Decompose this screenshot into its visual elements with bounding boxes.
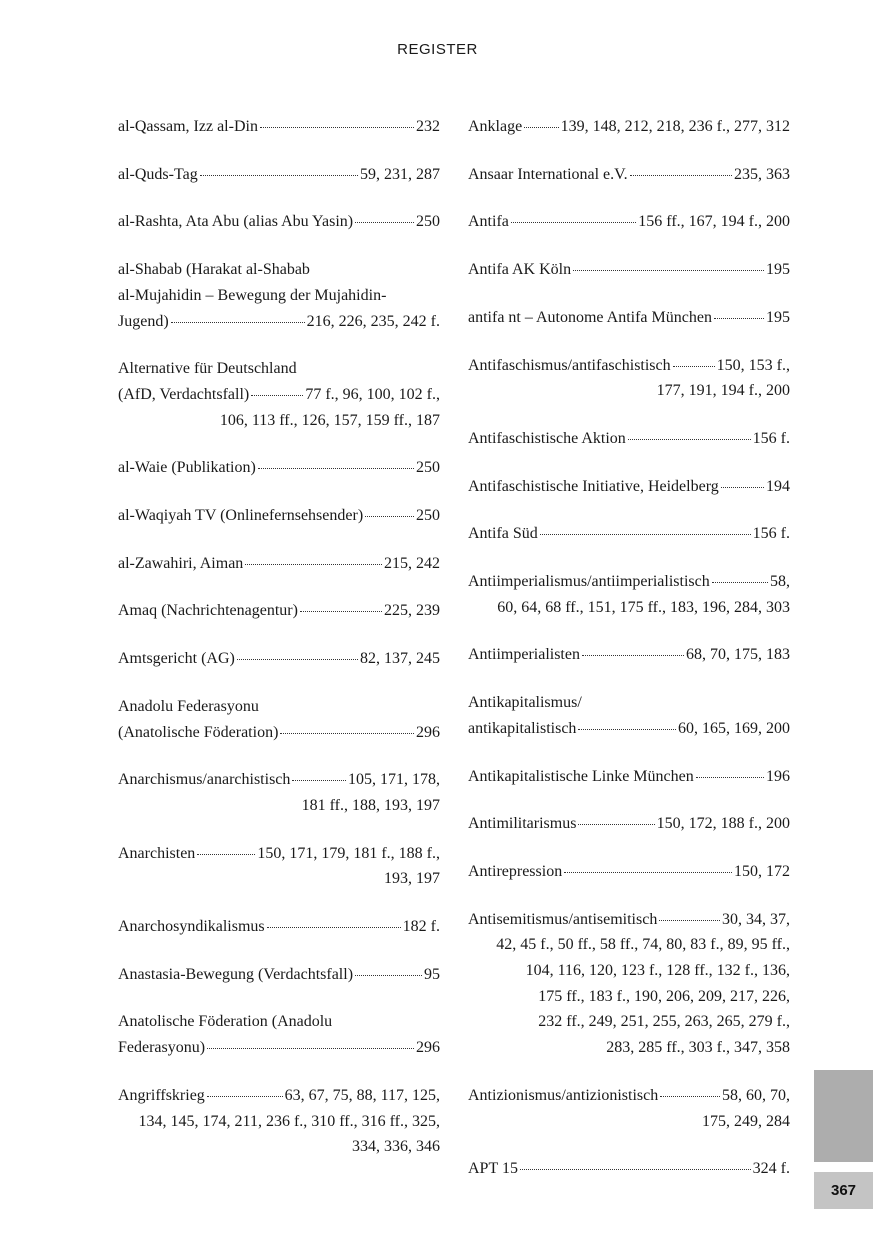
dot-leader [260, 127, 414, 128]
index-entry-term: Anarchisten [118, 844, 196, 862]
dot-leader [573, 270, 764, 271]
index-entry-pages-continued: 60, 64, 68 ff., 151, 175 ff., 183, 196, 284, 303 [497, 598, 790, 616]
index-entry [468, 474, 790, 500]
dot-leader [564, 872, 732, 873]
index-entry-term-line: al-Mujahidin – Bewegung der Mujahidin- [118, 286, 387, 304]
index-entry-pages-continued: 175 ff., 183 f., 190, 206, 209, 217, 226, [538, 987, 790, 1005]
index-entry-term-line: al-Shabab (Harakat al-Shabab [118, 261, 310, 279]
index-entry [118, 646, 440, 672]
running-header: REGISTER [397, 41, 478, 58]
index-entry-term: Antifa AK Köln [468, 261, 572, 279]
dot-leader [582, 655, 684, 656]
index-entry-term: (Anatolische Föderation) [118, 723, 279, 741]
index-entry-pages: 150, 172, 188 f., 200 [656, 815, 790, 833]
index-entry-line [468, 209, 790, 235]
index-entry-pages: 82, 137, 245 [360, 650, 440, 668]
index-entry-term: (AfD, Verdachtsfall) [118, 385, 250, 403]
dot-leader [628, 439, 751, 440]
index-entry [118, 356, 440, 433]
index-entry-term: Antiimperialisten [468, 646, 580, 664]
dot-leader [237, 659, 358, 660]
dot-leader [578, 824, 654, 825]
index-entry-pages: 139, 148, 212, 218, 236 f., 277, 312 [560, 118, 790, 135]
index-entry-pages: 195 [766, 308, 790, 326]
index-entry-line [468, 1156, 790, 1182]
index-entry-pages: 58, [770, 573, 790, 591]
index-entry-pages: 156 f. [752, 429, 790, 447]
index-entry-term: Ansaar International e.V. [468, 165, 628, 183]
index-entry-term: Antikapitalistische Linke München [468, 767, 694, 785]
dot-leader [171, 322, 305, 323]
index-entry-pages: 58, 60, 70, [722, 1086, 790, 1104]
index-entry-term: Anarchosyndikalismus [118, 918, 265, 936]
index-entry [118, 1009, 440, 1060]
index-entry [118, 962, 440, 988]
index-entry [118, 841, 440, 892]
index-entry-pages: 77 f., 96, 100, 102 f., [305, 385, 440, 403]
dot-leader [292, 780, 346, 781]
index-entry [468, 209, 790, 235]
index-entry-line [118, 767, 440, 793]
index-entry-term-line: Anatolische Föderation (Anadolu [118, 1013, 333, 1031]
index-entry [118, 551, 440, 577]
index-entry-pages: 156 ff., 167, 194 f., 200 [638, 213, 790, 231]
dot-leader [660, 1096, 720, 1097]
dot-leader [365, 516, 414, 517]
index-column-right [468, 114, 790, 1182]
dot-leader [197, 854, 255, 855]
index-entry-term: al-Waie (Publikation) [118, 459, 256, 477]
index-entry-term: Antifaschistische Aktion [468, 429, 626, 447]
dot-leader [207, 1096, 283, 1097]
index-entry-term: al-Rashta, Ata Abu (alias Abu Yasin) [118, 213, 354, 231]
index-entry [468, 1156, 790, 1182]
index-entry-line [468, 474, 790, 500]
index-entry [468, 114, 790, 140]
index-entry-term: Anarchismus/anarchistisch [118, 771, 291, 789]
index-entry-term: Anastasia-Bewegung (Verdachtsfall) [118, 965, 354, 983]
index-entry-line [468, 426, 790, 452]
index-entry-pages: 195 [766, 261, 790, 279]
index-entry [468, 764, 790, 790]
index-entry-pages: 235, 363 [734, 165, 790, 183]
index-entry-line [118, 914, 440, 940]
index-entry-line [118, 309, 440, 335]
index-entry-term-line: Antikapitalismus/ [468, 694, 582, 712]
index-entry [118, 257, 440, 334]
dot-leader [207, 1048, 414, 1049]
index-entry-line [468, 764, 790, 790]
dot-leader [712, 582, 768, 583]
index-entry-term: antikapitalistisch [468, 719, 577, 737]
dot-leader [258, 468, 414, 469]
index-entry [118, 598, 440, 624]
index-entry-term: Antifa Süd [468, 525, 538, 543]
index-entry-term-line: Anadolu Federasyonu [118, 697, 259, 715]
index-entry-pages: 324 f. [752, 1160, 790, 1178]
index-entry [468, 353, 790, 404]
index-entry [118, 162, 440, 188]
index-entry-pages-continued: 177, 191, 194 f., 200 [656, 382, 790, 400]
index-entry-term: al-Qassam, Izz al-Din [118, 118, 258, 135]
index-entry-line [118, 382, 440, 408]
dot-leader [245, 564, 382, 565]
index-entry-line [468, 642, 790, 668]
index-entry-line [118, 720, 440, 746]
dot-leader [714, 318, 764, 319]
dot-leader [267, 927, 401, 928]
index-entry [118, 114, 440, 140]
index-entry-term: Antifaschistische Initiative, Heidelberg [468, 477, 719, 495]
dot-leader [696, 777, 764, 778]
index-entry-line [468, 569, 790, 595]
index-entry [468, 811, 790, 837]
index-entry [118, 767, 440, 818]
index-entry-line [118, 1035, 440, 1061]
index-entry-term: Antizionismus/antizionistisch [468, 1086, 659, 1104]
index-entry-pages: 95 [424, 965, 440, 983]
index-entry-line [118, 962, 440, 988]
index-entry-pages: 250 [416, 213, 440, 231]
index-entry-term: Antifaschismus/antifaschistisch [468, 356, 671, 374]
index-entry-line [118, 1083, 440, 1109]
index-entry-line [118, 114, 440, 140]
index-entry [468, 907, 790, 1061]
index-entry-pages: 194 [766, 477, 790, 495]
dot-leader [659, 920, 720, 921]
index-entry-pages-continued: 134, 145, 174, 211, 236 f., 310 ff., 316 ff., 325, [138, 1112, 440, 1130]
index-entry-pages-continued: 193, 197 [384, 870, 440, 888]
index-entry-pages-continued: 104, 116, 120, 123 f., 128 ff., 132 f., 136, [525, 962, 790, 980]
index-entry [468, 162, 790, 188]
index-entry-pages: 150, 172 [734, 862, 790, 880]
index-entry [118, 914, 440, 940]
index-entry-pages: 30, 34, 37, [722, 910, 790, 928]
index-entry-pages: 216, 226, 235, 242 f. [306, 312, 440, 330]
index-entry-term: Antiimperialismus/antiimperialistisch [468, 573, 710, 591]
index-entry-term: Federasyonu) [118, 1039, 206, 1057]
index-entry-pages: 296 [416, 1039, 440, 1057]
index-entry [468, 305, 790, 331]
dot-leader [280, 733, 414, 734]
index-entry-term: Angriffskrieg [118, 1086, 205, 1104]
index-entry-term: al-Quds-Tag [118, 165, 198, 183]
index-entry-line [468, 859, 790, 885]
index-entry-pages: 63, 67, 75, 88, 117, 125, [284, 1086, 440, 1104]
index-entry-line [468, 1083, 790, 1109]
index-entry-term: APT 15 [468, 1160, 518, 1178]
index-entry-pages: 250 [416, 459, 440, 477]
dot-leader [673, 366, 715, 367]
index-entry-line [118, 598, 440, 624]
index-entry-line [468, 114, 790, 140]
index-entry [468, 257, 790, 283]
index-entry-pages: 156 f. [752, 525, 790, 543]
dot-leader [520, 1169, 751, 1170]
index-entry [468, 859, 790, 885]
index-entry [468, 521, 790, 547]
index-entry-term: al-Zawahiri, Aiman [118, 554, 244, 572]
index-entry-pages-continued: 334, 336, 346 [352, 1138, 440, 1156]
index-entry-line [118, 209, 440, 235]
index-entry-pages: 105, 171, 178, [348, 771, 440, 789]
index-entry-pages: 182 f. [402, 918, 440, 936]
index-entry-pages: 68, 70, 175, 183 [686, 646, 790, 664]
dot-leader [540, 534, 751, 535]
index-entry-line [118, 646, 440, 672]
index-entry-line [468, 162, 790, 188]
index-entry-term: Antirepression [468, 862, 563, 880]
index-entry-line [118, 503, 440, 529]
index-entry-term-line: Alternative für Deutschland [118, 360, 297, 378]
index-entry-term: Jugend) [118, 312, 169, 330]
index-entry [118, 209, 440, 235]
index-entry [468, 569, 790, 620]
index-entry-pages: 196 [766, 767, 790, 785]
index-column-left [118, 114, 440, 1160]
index-entry-line [118, 841, 440, 867]
index-entry-pages: 60, 165, 169, 200 [678, 719, 790, 737]
index-entry [118, 694, 440, 745]
index-entry-pages-continued: 283, 285 ff., 303 f., 347, 358 [606, 1039, 790, 1057]
index-entry-pages-continued: 175, 249, 284 [702, 1112, 790, 1130]
index-entry-line [118, 551, 440, 577]
index-entry-pages: 150, 153 f., [716, 356, 790, 374]
index-entry-pages-continued: 106, 113 ff., 126, 157, 159 ff., 187 [219, 411, 440, 429]
dot-leader [524, 127, 558, 128]
index-entry-line [118, 455, 440, 481]
index-entry-line [468, 907, 790, 933]
index-entry-term: Anklage [468, 118, 523, 135]
dot-leader [630, 175, 732, 176]
page-number: 367 [814, 1172, 873, 1209]
index-entry-pages: 225, 239 [384, 602, 440, 620]
index-entry-term: al-Waqiyah TV (Onlinefernsehsender) [118, 507, 364, 525]
thumb-index-tab [814, 1070, 873, 1162]
dot-leader [355, 222, 414, 223]
index-entry-term: Amtsgericht (AG) [118, 650, 235, 668]
index-entry-line [468, 305, 790, 331]
index-entry-line [468, 521, 790, 547]
dot-leader [200, 175, 358, 176]
index-entry-term: Antifa [468, 213, 509, 231]
index-entry-pages-continued: 232 ff., 249, 251, 255, 263, 265, 279 f., [538, 1013, 790, 1031]
dot-leader [251, 395, 303, 396]
index-entry-pages: 215, 242 [384, 554, 440, 572]
index-entry-line [468, 353, 790, 379]
index-entry [468, 690, 790, 741]
index-entry-pages: 296 [416, 723, 440, 741]
index-entry-line [468, 257, 790, 283]
index-entry-term: Antisemitismus/antisemitisch [468, 910, 658, 928]
index-entry [468, 426, 790, 452]
index-entry-pages: 59, 231, 287 [360, 165, 440, 183]
index-entry [118, 503, 440, 529]
index-entry [118, 455, 440, 481]
index-entry [468, 642, 790, 668]
index-entry [118, 1083, 440, 1160]
index-entry-pages: 150, 171, 179, 181 f., 188 f., [257, 844, 440, 862]
dot-leader [578, 729, 676, 730]
index-entry-term: Amaq (Nachrichtenagentur) [118, 602, 298, 620]
dot-leader [300, 611, 382, 612]
dot-leader [355, 975, 422, 976]
dot-leader [721, 487, 764, 488]
index-entry-pages: 250 [416, 507, 440, 525]
index-entry-pages-continued: 42, 45 f., 50 ff., 58 ff., 74, 80, 83 f., 89, 95 ff., [496, 936, 790, 954]
index-entry-pages: 232 [416, 118, 440, 135]
index-entry-term: antifa nt – Autonome Antifa München [468, 308, 712, 326]
dot-leader [511, 222, 636, 223]
index-entry-line [468, 716, 790, 742]
index-entry-term: Antimilitarismus [468, 815, 577, 833]
index-entry-line [118, 162, 440, 188]
index-entry-pages-continued: 181 ff., 188, 193, 197 [301, 796, 440, 814]
index-entry-line [468, 811, 790, 837]
index-entry [468, 1083, 790, 1134]
